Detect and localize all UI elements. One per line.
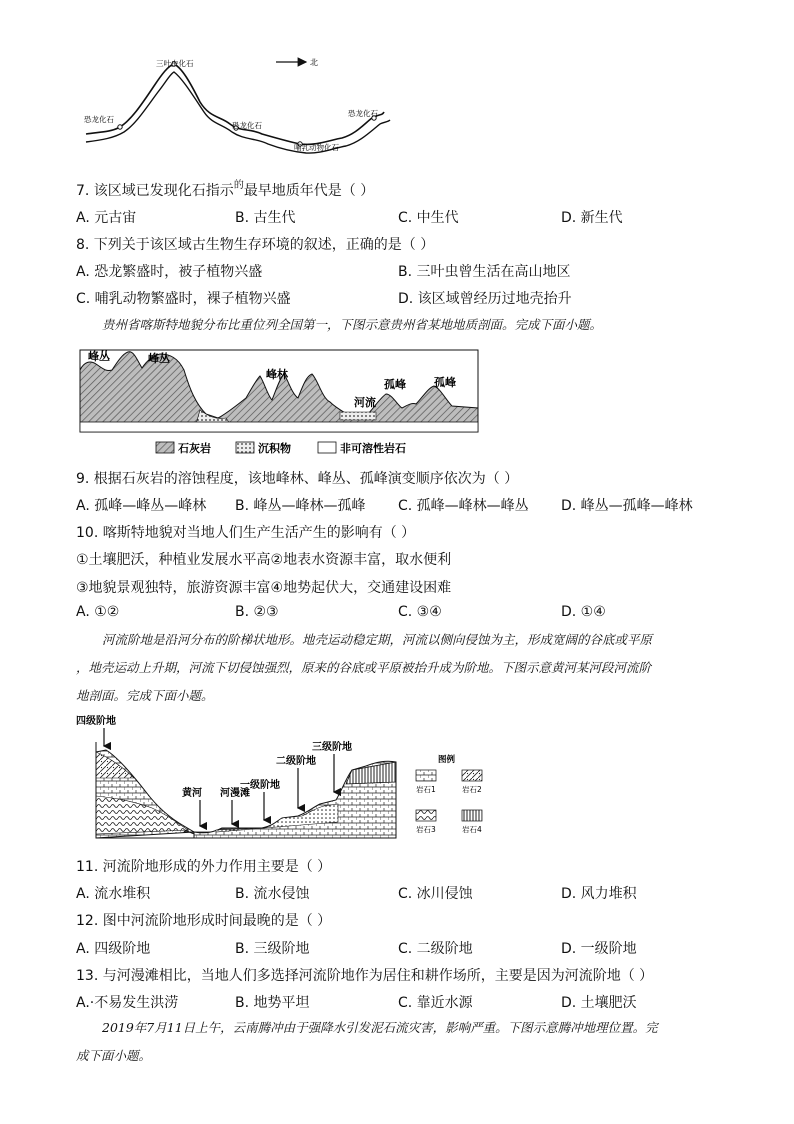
q8-option-c[interactable]: C. 哺乳动物繁盛时，裸子植物兴盛 bbox=[76, 291, 291, 307]
legend-swatch-rock4 bbox=[462, 810, 482, 821]
q7-option-c[interactable]: C. 中生代 bbox=[398, 210, 459, 226]
legend-swatch-rock1 bbox=[416, 770, 436, 781]
non-soluble-rock-layer bbox=[80, 422, 478, 432]
question-10-stem: 10. 喀斯特地貌对当地人们生产生活产生的影响有（ ） bbox=[76, 525, 416, 541]
terrain-base-line bbox=[86, 72, 390, 153]
river-terrace-figure bbox=[76, 712, 516, 848]
passage-tengchong-line: 成下面小题。 bbox=[76, 1048, 152, 1063]
legend-swatch-limestone bbox=[156, 442, 174, 453]
q10-option-b[interactable]: B. ②③ bbox=[235, 604, 279, 620]
legend-label: 岩石4 bbox=[462, 825, 482, 834]
q11-option-b[interactable]: B. 流水侵蚀 bbox=[235, 886, 310, 902]
question-11-stem: 11. 河流阶地形成的外力作用主要是（ ） bbox=[76, 859, 332, 875]
q9-option-c[interactable]: C. 孤峰—峰林—峰丛 bbox=[398, 498, 529, 514]
question-8-stem: 8. 下列关于该区域古生物生存环境的叙述，正确的是（ ） bbox=[76, 237, 435, 253]
terrace-label-floodplain: 河漫滩 bbox=[220, 788, 250, 799]
q9-option-d[interactable]: D. 峰丛—孤峰—峰林 bbox=[561, 498, 693, 514]
legend-swatch-rock3 bbox=[416, 810, 436, 821]
karst-label: 河流 bbox=[354, 396, 376, 409]
legend-title: 图例 bbox=[438, 755, 456, 765]
terrace-rock-left-top bbox=[96, 752, 134, 778]
passage-karst-intro: 贵州省喀斯特地貌分布比重位列全国第一，下图示意贵州省某地地质剖面。完成下面小题。 bbox=[102, 317, 603, 332]
passage-tengchong-line: 2019年7月11日上午，云南腾冲由于强降水引发泥石流灾害，影响严重。下图示意腾冲地理位置。完 bbox=[102, 1020, 658, 1035]
karst-label: 峰丛 bbox=[88, 350, 110, 363]
q9-option-a[interactable]: A. 孤峰—峰丛—峰林 bbox=[76, 498, 207, 514]
q10-option-d[interactable]: D. ①④ bbox=[561, 604, 606, 620]
fossil-label: 三叶虫化石 bbox=[156, 59, 194, 68]
legend-label: 岩石3 bbox=[416, 825, 436, 834]
fossil-label: 恐龙化石 bbox=[84, 115, 114, 124]
q8-option-b[interactable]: B. 三叶虫曾生活在高山地区 bbox=[398, 264, 571, 280]
q8-option-a[interactable]: A. 恐龙繁盛时，被子植物兴盛 bbox=[76, 264, 263, 280]
legend-swatch-sediment bbox=[236, 442, 254, 453]
q13-option-c[interactable]: C. 靠近水源 bbox=[398, 995, 473, 1011]
q12-option-d[interactable]: D. 一级阶地 bbox=[561, 941, 637, 957]
terrain-profile-line bbox=[86, 64, 384, 144]
fossil-profile-figure bbox=[80, 52, 400, 162]
terrace-label-level-4: 四级阶地 bbox=[76, 716, 116, 727]
question-12-stem: 12. 图中河流阶地形成时间最晚的是（ ） bbox=[76, 913, 332, 929]
terrace-label-level-2: 二级阶地 bbox=[276, 756, 316, 767]
q10-option-a[interactable]: A. ①② bbox=[76, 604, 120, 620]
terrace-label-level-3: 三级阶地 bbox=[312, 742, 352, 753]
fossil-label: 恐龙化石 bbox=[348, 109, 378, 118]
q7-option-a[interactable]: A. 元古宙 bbox=[76, 210, 137, 226]
legend-swatch-rock2 bbox=[462, 770, 482, 781]
passage-terrace-line: ，地壳运动上升期，河流下切侵蚀强烈，原来的谷底或平原被抬升成为阶地。下图示意黄河某河段河流阶 bbox=[76, 660, 652, 675]
q13-option-a[interactable]: A.·不易发生洪涝 bbox=[76, 995, 179, 1011]
karst-label: 孤峰 bbox=[434, 376, 456, 389]
q11-option-a[interactable]: A. 流水堆积 bbox=[76, 886, 151, 902]
fossil-point bbox=[118, 125, 122, 129]
q11-option-c[interactable]: C. 冰川侵蚀 bbox=[398, 886, 473, 902]
legend-swatch-nonsoluble bbox=[318, 442, 336, 453]
passage-terrace-line: 河流阶地是沿河分布的阶梯状地形。地壳运动稳定期，河流以侧向侵蚀为主，形成宽阔的谷底或平原 bbox=[102, 632, 653, 647]
terrace-label-level-1: 一级阶地 bbox=[240, 780, 280, 791]
question-9-stem: 9. 根据石灰岩的溶蚀程度，该地峰林、峰丛、孤峰演变顺序依次为（ ） bbox=[76, 471, 519, 487]
question-7-stem: 7. 该区域已发现化石指示$^的$最早地质年代是（ ） bbox=[76, 180, 375, 199]
legend-label: 岩石2 bbox=[462, 785, 482, 794]
passage-terrace-line: 地剖面。完成下面小题。 bbox=[76, 688, 214, 703]
north-label: 北 bbox=[310, 58, 318, 67]
q11-option-d[interactable]: D. 风力堆积 bbox=[561, 886, 637, 902]
q12-option-c[interactable]: C. 二级阶地 bbox=[398, 941, 473, 957]
q8-option-d[interactable]: D. 该区域曾经历过地壳抬升 bbox=[398, 291, 572, 307]
fossil-label: 哺乳动物化石 bbox=[294, 143, 339, 152]
q13-option-d[interactable]: D. 土壤肥沃 bbox=[561, 995, 637, 1011]
karst-label: 峰林 bbox=[266, 368, 288, 381]
karst-label: 峰丛 bbox=[148, 352, 170, 365]
q7-option-b[interactable]: B. 古生代 bbox=[235, 210, 296, 226]
q12-option-a[interactable]: A. 四级阶地 bbox=[76, 941, 151, 957]
karst-profile-figure bbox=[76, 342, 486, 462]
legend-label: 岩石1 bbox=[416, 785, 436, 794]
karst-label: 孤峰 bbox=[384, 378, 406, 391]
q10-option-c[interactable]: C. ③④ bbox=[398, 604, 442, 620]
legend-label: 沉积物 bbox=[258, 442, 291, 455]
q10-statement-line: ①土壤肥沃，种植业发展水平高②地表水资源丰富，取水便利 bbox=[76, 552, 452, 568]
q12-option-b[interactable]: B. 三级阶地 bbox=[235, 941, 310, 957]
q10-statement-line: ③地貌景观独特，旅游资源丰富④地势起伏大，交通建设困难 bbox=[76, 580, 452, 596]
q13-option-b[interactable]: B. 地势平坦 bbox=[235, 995, 310, 1011]
q7-option-d[interactable]: D. 新生代 bbox=[561, 210, 623, 226]
legend-label: 非可溶性岩石 bbox=[340, 442, 406, 455]
terrace-label-river: 黄河 bbox=[182, 788, 202, 799]
q9-option-b[interactable]: B. 峰丛—峰林—孤峰 bbox=[235, 498, 366, 514]
fossil-label: 恐龙化石 bbox=[232, 121, 262, 130]
sediment-layer bbox=[340, 412, 376, 420]
question-13-stem: 13. 与河漫滩相比，当地人们多选择河流阶地作为居住和耕作场所，主要是因为河流阶地（ ） bbox=[76, 968, 654, 984]
legend-label: 石灰岩 bbox=[178, 442, 211, 455]
